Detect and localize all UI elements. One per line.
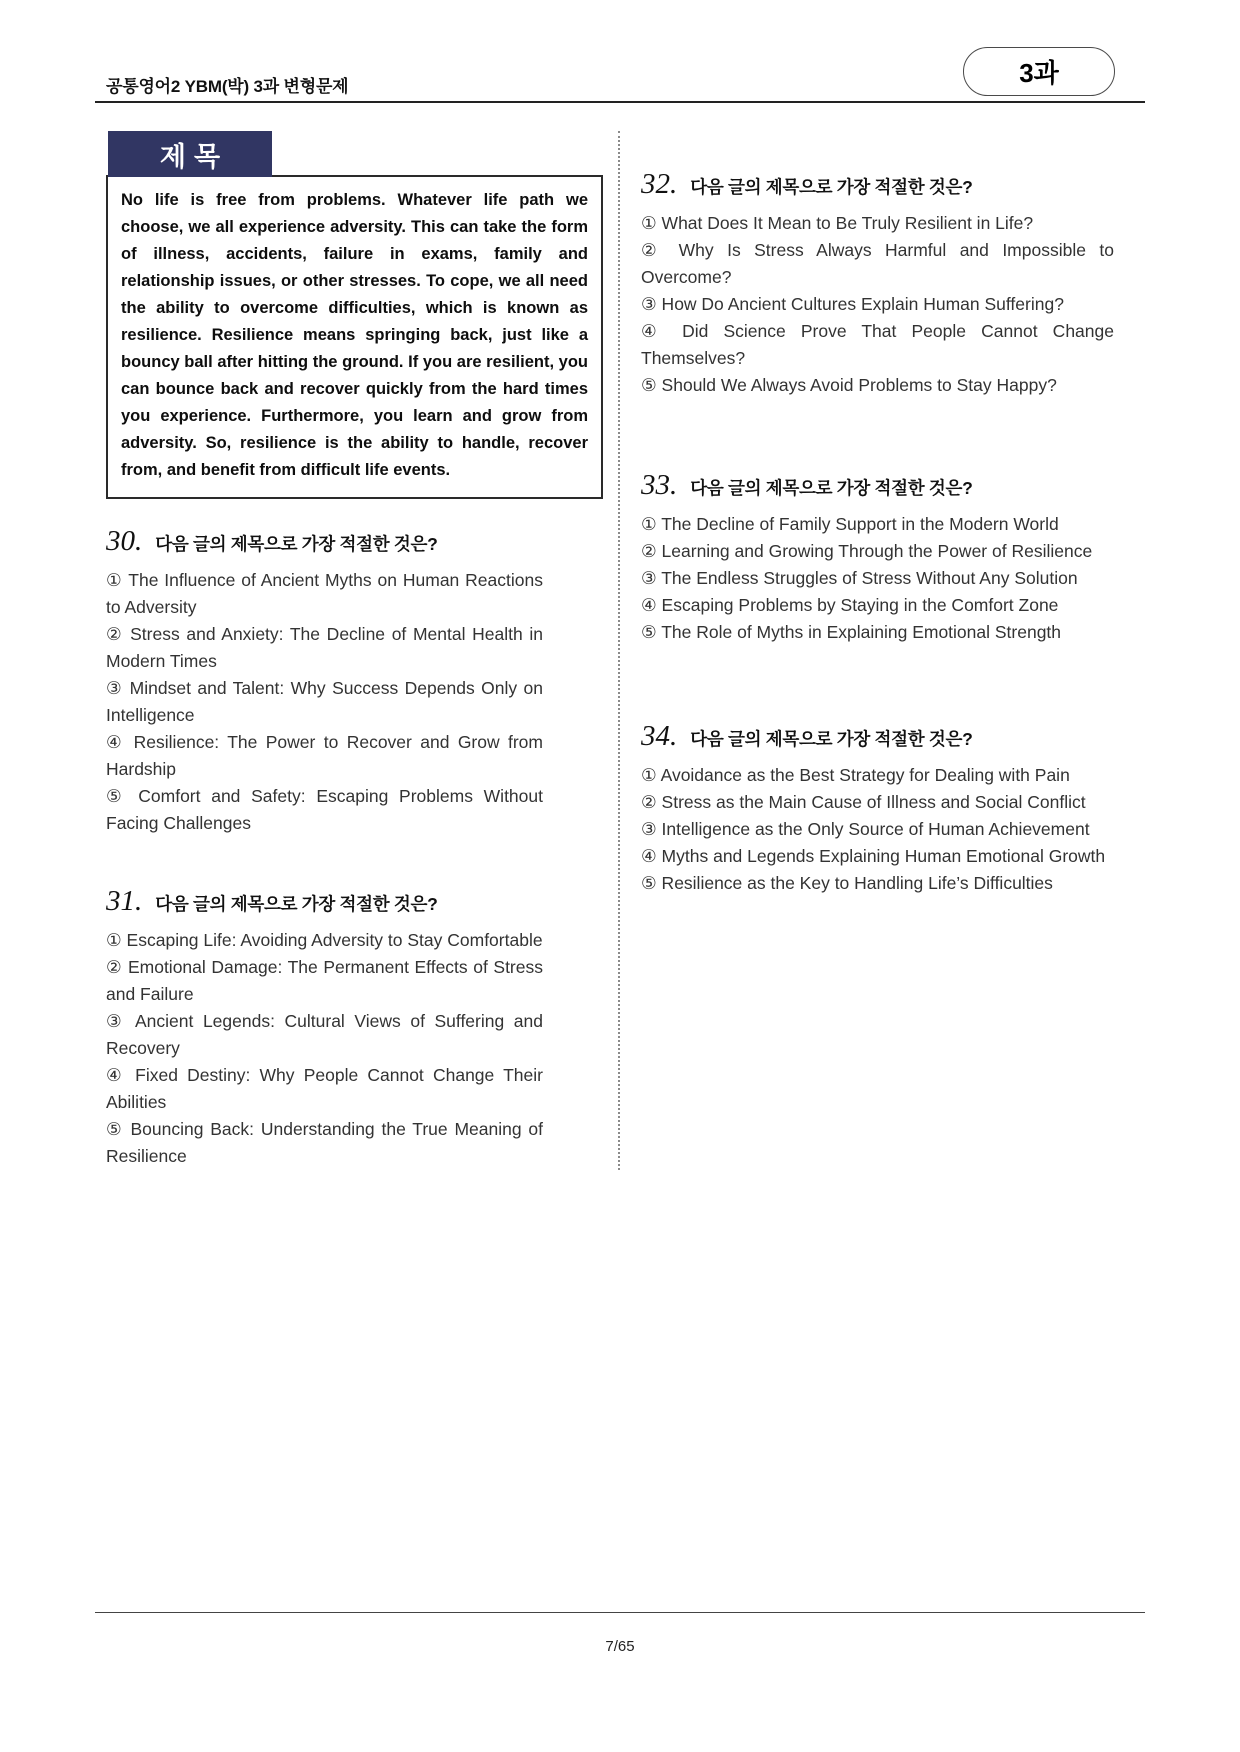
option-4: ④ Did Science Prove That People Cannot Change Themselves?: [641, 321, 1114, 368]
option-4: ④ Escaping Problems by Staying in the Comfort Zone: [641, 595, 1059, 615]
left-column: [106, 131, 603, 1170]
passage-text: No life is free from problems. Whatever life path we choose, we all experience adversity. This can take the form of illness, accidents, failure in exams, family and relationship issues, or other stresses. To cope, we all need the ability to overcome difficulties, which is known as resilience. Resilience means springing back, just like a bouncy ball after hitting the ground. If you are resilient, you can bounce back and recover quickly from the hard times you experience. Furthermore, you learn and grow from adversity. So, resilience is the ability to handle, recover from, and benefit from difficult life events.: [106, 175, 603, 499]
question-prompt: 다음 글의 제목으로 가장 적절한 것은?: [690, 177, 973, 197]
question-32: [641, 168, 1114, 399]
question-number: 33.: [641, 469, 678, 501]
question-33: [641, 469, 1114, 646]
option-3: ③ The Endless Struggles of Stress Without Any Solution: [641, 568, 1078, 588]
question-prompt: 다음 글의 제목으로 가장 적절한 것은?: [690, 478, 973, 498]
option-3: ③ Intelligence as the Only Source of Human Achievement: [641, 819, 1090, 839]
option-3: ③ Ancient Legends: Cultural Views of Suffering and Recovery: [106, 1011, 543, 1058]
question-number: 34.: [641, 720, 678, 752]
chapter-badge: [963, 47, 1115, 96]
option-5: ⑤ Should We Always Avoid Problems to Stay Happy?: [641, 375, 1057, 395]
option-2: ② Stress as the Main Cause of Illness and Social Conflict: [641, 792, 1086, 812]
option-1: ① What Does It Mean to Be Truly Resilient in Life?: [641, 213, 1034, 233]
question-30: [106, 525, 543, 837]
option-2: ② Learning and Growing Through the Power of Resilience: [641, 541, 1093, 561]
option-4: ④ Fixed Destiny: Why People Cannot Change Their Abilities: [106, 1065, 543, 1112]
page-number: 7/65: [605, 1638, 635, 1655]
content-columns: [106, 131, 1114, 1170]
option-1: ① The Decline of Family Support in the Modern World: [641, 514, 1059, 534]
option-2: ② Emotional Damage: The Permanent Effects of Stress and Failure: [106, 957, 543, 1004]
option-4: ④ Myths and Legends Explaining Human Emotional Growth: [641, 846, 1106, 866]
header-divider: [95, 101, 1145, 103]
option-1: ① Escaping Life: Avoiding Adversity to Stay Comfortable: [106, 930, 543, 950]
footer-divider: [95, 1612, 1145, 1613]
passage-block: [106, 131, 603, 499]
question-heading: [106, 885, 543, 918]
question-31: [106, 885, 543, 1170]
question-heading: [641, 720, 1114, 753]
option-1: ① Avoidance as the Best Strategy for Dealing with Pain: [641, 765, 1070, 785]
question-number: 31.: [106, 885, 143, 917]
document-title: 공통영어2 YBM(박) 3과 변형문제: [106, 77, 349, 96]
option-5: ⑤ Comfort and Safety: Escaping Problems Without Facing Challenges: [106, 786, 543, 833]
passage-label: 제목: [108, 131, 272, 177]
option-3: ③ How Do Ancient Cultures Explain Human Suffering?: [641, 294, 1064, 314]
option-2: ② Stress and Anxiety: The Decline of Mental Health in Modern Times: [106, 624, 543, 671]
question-heading: [106, 525, 543, 558]
option-3: ③ Mindset and Talent: Why Success Depends Only on Intelligence: [106, 678, 543, 725]
question-number: 30.: [106, 525, 143, 557]
option-1: ① The Influence of Ancient Myths on Human Reactions to Adversity: [106, 570, 543, 617]
question-prompt: 다음 글의 제목으로 가장 적절한 것은?: [155, 534, 438, 554]
question-prompt: 다음 글의 제목으로 가장 적절한 것은?: [155, 894, 438, 914]
question-heading: [641, 469, 1114, 502]
question-heading: [641, 168, 1114, 201]
question-number: 32.: [641, 168, 678, 200]
option-5: ⑤ Bouncing Back: Understanding the True Meaning of Resilience: [106, 1119, 543, 1166]
option-5: ⑤ The Role of Myths in Explaining Emotional Strength: [641, 622, 1062, 642]
question-34: [641, 720, 1114, 897]
right-column: [618, 131, 1114, 1170]
option-2: ② Why Is Stress Always Harmful and Impossible to Overcome?: [641, 240, 1114, 287]
question-prompt: 다음 글의 제목으로 가장 적절한 것은?: [690, 729, 973, 749]
option-5: ⑤ Resilience as the Key to Handling Life’s Difficulties: [641, 873, 1053, 893]
option-4: ④ Resilience: The Power to Recover and Grow from Hardship: [106, 732, 543, 779]
chapter-badge-label: 3과: [1019, 58, 1059, 88]
